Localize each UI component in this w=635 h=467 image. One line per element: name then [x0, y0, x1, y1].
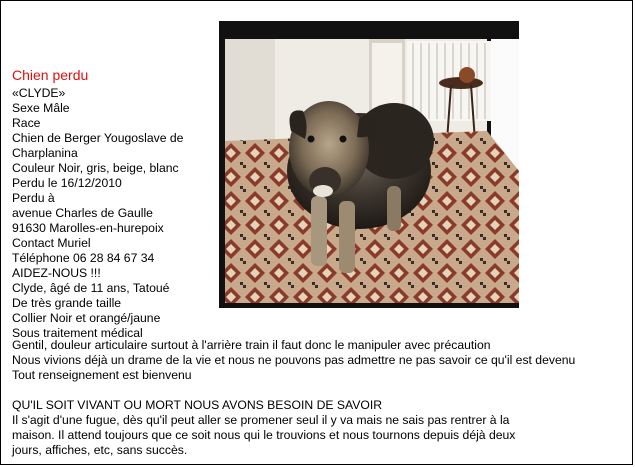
- detail-line: Perdu à: [12, 191, 55, 205]
- detail-line: Charplanina: [12, 146, 78, 160]
- description-line: Gentil, douleur articulaire surtout à l'arrière train il faut donc le manipuler avec précaution: [12, 338, 491, 352]
- detail-line: Couleur Noir, gris, beige, blanc: [12, 161, 179, 175]
- dog-photo-drawing: [219, 21, 519, 308]
- closing-line: Il s'agit d'une fugue, dès qu'il peut aller se promener seul il y va mais ne sais pas rentrer à la: [12, 413, 510, 427]
- detail-line: AIDEZ-NOUS !!!: [12, 266, 101, 280]
- detail-line: Sous traitement médical: [12, 326, 143, 340]
- dog-photo: [219, 21, 519, 308]
- dog-details: [12, 86, 212, 341]
- description-line: Tout renseignement est bienvenu: [12, 368, 192, 382]
- description: [12, 338, 632, 458]
- detail-line: Contact Muriel: [12, 236, 91, 250]
- dog-name: «CLYDE»: [12, 86, 66, 100]
- detail-line: Sexe Mâle: [12, 101, 70, 115]
- detail-line: Collier Noir et orangé/jaune: [12, 311, 161, 325]
- detail-line: Perdu le 16/12/2010: [12, 176, 122, 190]
- lost-dog-title: Chien perdu: [12, 67, 89, 83]
- detail-line: Chien de Berger Yougoslave de: [12, 131, 184, 145]
- closing-line: jours, affiches, etc, sans succès.: [12, 443, 188, 457]
- detail-line: Clyde, âgé de 11 ans, Tatoué: [12, 281, 170, 295]
- detail-line: Race: [12, 116, 41, 130]
- detail-line: De très grande taille: [12, 296, 122, 310]
- closing-line: maison. Il attend toujours que ce soit nous qui le trouvions et nous tournons depuis déjà deux: [12, 428, 516, 442]
- spacer: [12, 383, 632, 398]
- detail-line: 91630 Marolles-en-hurepoix: [12, 221, 164, 235]
- detail-line: avenue Charles de Gaulle: [12, 206, 153, 220]
- phone-line: Téléphone 06 28 84 67 34: [12, 251, 155, 265]
- closing-heading: QU'IL SOIT VIVANT OU MORT NOUS AVONS BESOIN DE SAVOIR: [12, 398, 383, 412]
- description-line: Nous vivions déjà un drame de la vie et nous ne pouvons pas admettre ne pas savoir ce qu'il est devenu: [12, 353, 576, 367]
